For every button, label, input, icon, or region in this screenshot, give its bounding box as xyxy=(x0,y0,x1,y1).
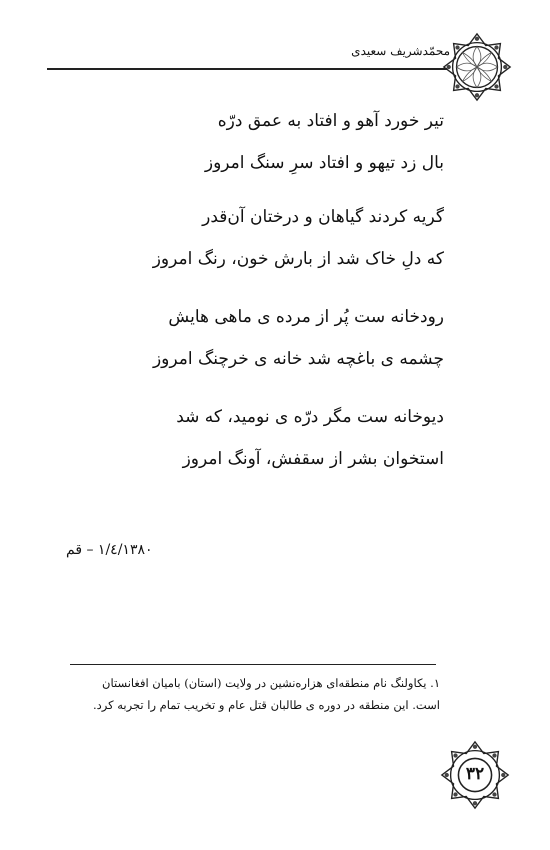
verse-line: دیوخانه ست مگر درّه ی نومید، که شد xyxy=(176,407,444,427)
footnote-rule xyxy=(70,664,436,665)
verse-line: گریه کردند گیاهان و درختان آن‌قدر xyxy=(202,207,444,227)
stanza xyxy=(44,406,444,470)
page-number: ۳۲ xyxy=(465,764,485,784)
verse-line: که دلِ خاک شد از بارش خون، رنگ امروز xyxy=(152,249,444,269)
verse-line: چشمه ی باغچه شد خانه ی خرچنگ امروز xyxy=(152,349,444,369)
verse-line: تیر خورد آهو و افتاد به عمق درّه xyxy=(217,111,444,131)
footnote-line: است. این منطقه در دوره ی طالبان قتل عام و تخریب تمام را تجربه کرد. xyxy=(93,698,440,712)
poem xyxy=(44,110,444,506)
poem-date: ۱۳۸۰/٤/۱ – قم xyxy=(66,542,153,558)
verse-line: استخوان بشر از سقفش، آونگ امروز xyxy=(182,449,444,469)
verse-line: بال زد تیهو و افتاد سرِ سنگ امروز xyxy=(204,153,444,173)
stanza xyxy=(44,206,444,270)
running-header-author: محمّدشریف سعیدی xyxy=(351,44,450,58)
footnote-line: ۱. یکاولنگ نام منطقه‌ای هزاره‌نشین در ولایت (استان) بامیان افغانستان xyxy=(102,676,440,690)
stanza xyxy=(44,110,444,174)
footnote xyxy=(70,672,440,716)
star-ornament-icon xyxy=(438,28,516,106)
verse-line: رودخانه ست پُر از مرده ی ماهی هایش xyxy=(168,307,444,327)
stanza xyxy=(44,306,444,370)
header-rule xyxy=(47,68,447,70)
